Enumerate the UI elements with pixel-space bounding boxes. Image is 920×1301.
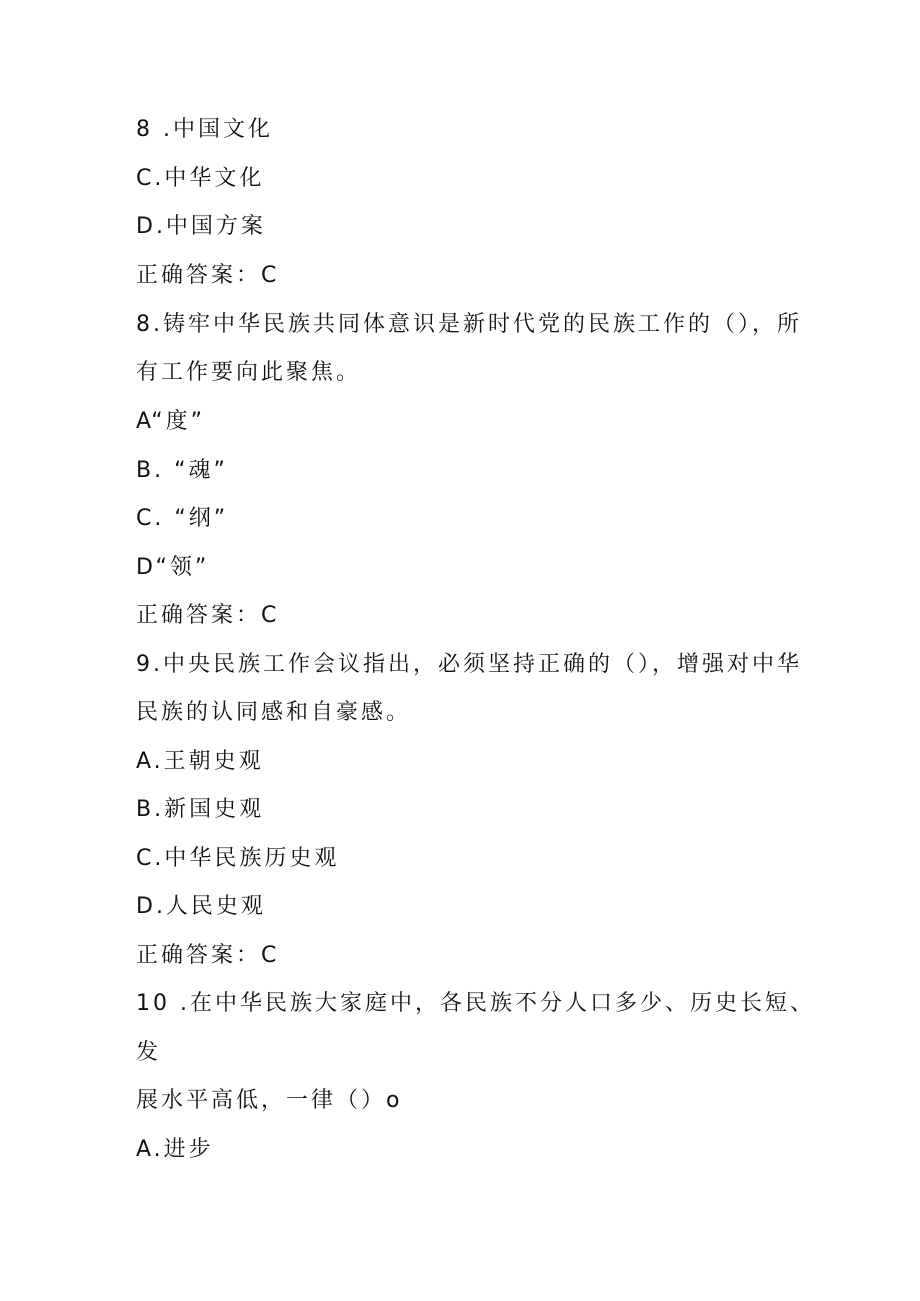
question-8-line-1: 8.铸牢中华民族共同体意识是新时代党的民族工作的（），所 [136, 312, 802, 337]
option-d-q9: D.人民史观 [136, 894, 266, 919]
option-c-q8: C. “纲” [136, 506, 229, 531]
answer-q9: 正确答案：C [136, 943, 280, 968]
option-c-q7: C.中华文化 [136, 166, 265, 191]
option-d-q7: D.中国方案 [136, 214, 266, 239]
option-a-q8: A“度” [136, 409, 206, 434]
option-a-q9: A.王朝史观 [136, 749, 264, 774]
answer-q8: 正确答案：C [136, 603, 280, 628]
option-b-q8: B. “魂” [136, 458, 228, 483]
option-d-q8: D“领” [136, 555, 210, 580]
question-8-line-2: 有工作要向此聚焦。 [136, 360, 362, 385]
question-9-line-1: 9.中央民族工作会议指出，必须坚持正确的（），增强对中华 [136, 652, 802, 677]
question-10-line-2: 发 [136, 1040, 162, 1065]
answer-q7: 正确答案：C [136, 263, 280, 288]
option-b-q9: B.新国史观 [136, 797, 265, 822]
option-b-q7: 8 .中国文化 [136, 117, 273, 142]
question-10-line-3: 展水平高低，一律（）o [136, 1088, 403, 1113]
question-9-line-2: 民族的认同感和自豪感。 [136, 700, 412, 725]
question-10-line-1: 10 .在中华民族大家庭中，各民族不分人口多少、历史长短、 [136, 991, 815, 1016]
option-c-q9: C.中华民族历史观 [136, 846, 340, 871]
option-a-q10: A.进步 [136, 1137, 214, 1162]
